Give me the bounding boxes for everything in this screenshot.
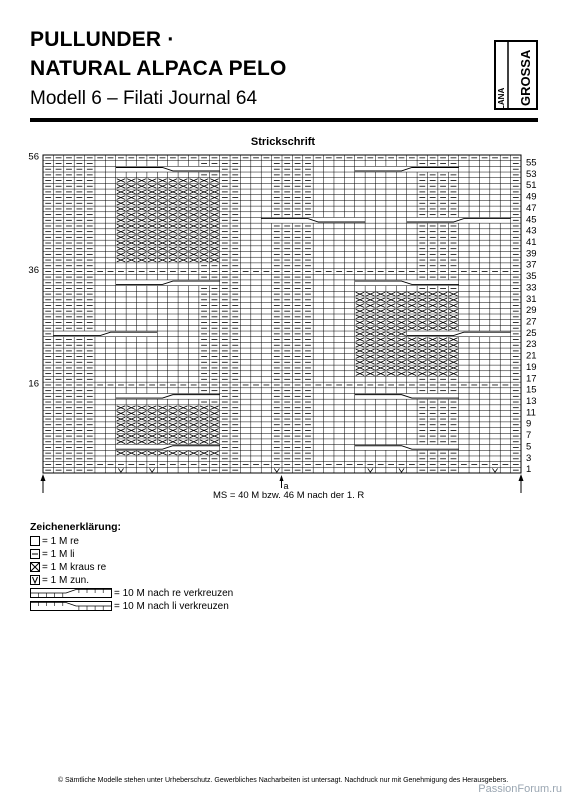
right-row-label: 7 xyxy=(526,430,532,442)
copyright-footer: © Sämtliche Modelle stehen unter Urheberschutz. Gewerbliches Nacharbeiten ist untersagt. Nachdruck nur mit Genehmigung des Herausgebers. xyxy=(57,777,509,784)
legend-text: = 1 M zun. xyxy=(42,574,89,586)
legend-item-increase xyxy=(30,574,89,586)
left-row-label: 16 xyxy=(28,378,39,390)
logo-text-grossa: GROSSA xyxy=(518,49,533,106)
knit-symbol-icon xyxy=(30,536,40,546)
right-row-label: 33 xyxy=(526,282,537,294)
right-row-label: 41 xyxy=(526,237,537,249)
legend-text: = 1 M kraus re xyxy=(42,561,107,573)
legend-text: = 10 M nach re verkreuzen xyxy=(114,587,234,599)
right-row-label: 11 xyxy=(526,407,536,419)
right-edge-arrow-head xyxy=(519,474,524,481)
right-row-label: 21 xyxy=(526,350,537,362)
right-row-label: 3 xyxy=(526,452,532,464)
logo-text-lana: LANA xyxy=(497,87,506,110)
right-row-label: 37 xyxy=(526,259,537,271)
right-row-label: 1 xyxy=(526,464,532,476)
center-marker-label: a xyxy=(283,481,289,491)
right-row-label: 25 xyxy=(526,327,537,339)
legend-heading: Zeichenerklärung: xyxy=(30,521,122,533)
increase-symbol-icon xyxy=(30,575,40,585)
legend-item-purl xyxy=(30,548,75,560)
right-row-label: 19 xyxy=(526,361,537,373)
right-row-label: 27 xyxy=(526,316,537,328)
ms-note: MS = 40 M bzw. 46 M nach der 1. R xyxy=(213,490,365,501)
right-row-label: 47 xyxy=(526,202,537,214)
purl-symbol-icon xyxy=(30,549,40,559)
legend-text: = 1 M li xyxy=(42,548,75,560)
right-row-label: 49 xyxy=(526,191,537,203)
chart-grid xyxy=(43,155,521,473)
chart-title: Strickschrift xyxy=(250,136,316,148)
right-row-label: 51 xyxy=(526,180,537,192)
title-line-2: NATURAL ALPACA PELO xyxy=(30,57,287,80)
left-row-label: 56 xyxy=(28,151,39,163)
right-row-label: 5 xyxy=(526,441,532,453)
legend-item-cable-right xyxy=(30,587,233,599)
right-row-label: 55 xyxy=(526,157,537,169)
title-line-1: PULLUNDER · xyxy=(30,28,175,51)
right-row-label: 45 xyxy=(526,214,537,226)
right-row-label: 39 xyxy=(526,248,537,260)
cable-left-symbol-icon xyxy=(30,601,112,611)
legend-text: = 1 M re xyxy=(42,535,79,547)
right-row-label: 53 xyxy=(526,168,537,180)
right-row-label: 43 xyxy=(526,225,537,237)
legend-text: = 10 M nach li verkreuzen xyxy=(114,600,229,612)
right-row-label: 23 xyxy=(526,339,537,351)
right-row-label: 17 xyxy=(526,373,537,385)
right-row-label: 9 xyxy=(526,418,532,430)
watermark: PassionForum.ru xyxy=(478,783,562,795)
left-row-label: 36 xyxy=(28,265,39,277)
right-row-label: 35 xyxy=(526,271,537,283)
left-edge-arrow-head xyxy=(41,474,46,481)
right-row-label: 29 xyxy=(526,305,537,317)
legend-item-cable-left xyxy=(30,600,229,612)
right-row-label: 15 xyxy=(526,384,537,396)
legend-item-garter xyxy=(30,561,106,573)
legend-item-knit xyxy=(30,535,79,547)
garter-symbol-icon xyxy=(30,562,40,572)
cable-right-symbol-icon xyxy=(30,588,112,598)
subtitle: Modell 6 – Filati Journal 64 xyxy=(30,88,258,109)
right-row-label: 31 xyxy=(526,293,537,305)
right-row-label: 13 xyxy=(526,396,537,408)
